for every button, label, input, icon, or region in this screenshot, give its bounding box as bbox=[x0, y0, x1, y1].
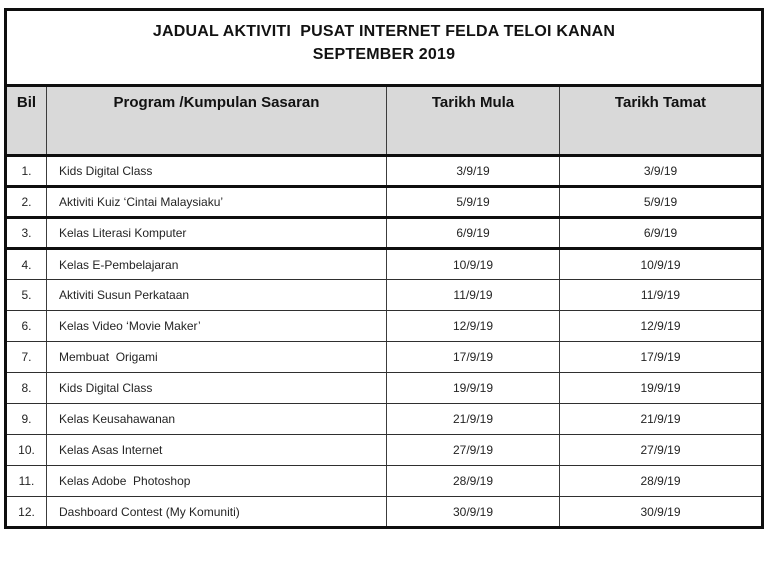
cell-tarikh-tamat: 19/9/19 bbox=[560, 373, 763, 404]
cell-bil: 2. bbox=[6, 187, 47, 218]
table-title bbox=[6, 10, 763, 86]
cell-program: Kids Digital Class bbox=[47, 156, 387, 187]
cell-tarikh-mula: 12/9/19 bbox=[387, 311, 560, 342]
cell-bil: 5. bbox=[6, 280, 47, 311]
column-header-tarikh-tamat: Tarikh Tamat bbox=[560, 86, 763, 156]
cell-program: Membuat Origami bbox=[47, 342, 387, 373]
cell-tarikh-tamat: 28/9/19 bbox=[560, 466, 763, 497]
cell-bil: 10. bbox=[6, 435, 47, 466]
table-row bbox=[6, 404, 763, 435]
cell-tarikh-mula: 28/9/19 bbox=[387, 466, 560, 497]
cell-tarikh-tamat: 17/9/19 bbox=[560, 342, 763, 373]
cell-program: Aktiviti Kuiz ‘Cintai Malaysiaku’ bbox=[47, 187, 387, 218]
cell-tarikh-tamat: 12/9/19 bbox=[560, 311, 763, 342]
cell-program: Kelas E-Pembelajaran bbox=[47, 249, 387, 280]
table-row bbox=[6, 466, 763, 497]
cell-tarikh-tamat: 21/9/19 bbox=[560, 404, 763, 435]
cell-program: Kelas Adobe Photoshop bbox=[47, 466, 387, 497]
cell-tarikh-tamat: 6/9/19 bbox=[560, 218, 763, 249]
table-row bbox=[6, 435, 763, 466]
table-row bbox=[6, 156, 763, 187]
cell-bil: 6. bbox=[6, 311, 47, 342]
table-title-row bbox=[6, 10, 763, 86]
activity-schedule-table bbox=[4, 8, 764, 529]
cell-tarikh-mula: 27/9/19 bbox=[387, 435, 560, 466]
table-body bbox=[6, 156, 763, 528]
table-row bbox=[6, 497, 763, 528]
cell-tarikh-mula: 5/9/19 bbox=[387, 187, 560, 218]
cell-bil: 1. bbox=[6, 156, 47, 187]
cell-tarikh-mula: 6/9/19 bbox=[387, 218, 560, 249]
table-row bbox=[6, 342, 763, 373]
cell-tarikh-tamat: 3/9/19 bbox=[560, 156, 763, 187]
table-title-line2: SEPTEMBER 2019 bbox=[312, 46, 456, 63]
table-row bbox=[6, 218, 763, 249]
cell-program: Kids Digital Class bbox=[47, 373, 387, 404]
cell-tarikh-tamat: 10/9/19 bbox=[560, 249, 763, 280]
cell-bil: 12. bbox=[18, 504, 35, 519]
cell-program: Dashboard Contest (My Komuniti) bbox=[47, 497, 387, 528]
cell-tarikh-mula: 30/9/19 bbox=[387, 497, 560, 528]
cell-program: Kelas Video ‘Movie Maker’ bbox=[47, 311, 387, 342]
cell-tarikh-tamat: 11/9/19 bbox=[560, 280, 763, 311]
cell-tarikh-tamat: 30/9/19 bbox=[560, 497, 763, 528]
cell-tarikh-mula: 3/9/19 bbox=[387, 156, 560, 187]
table-title-line1: JADUAL AKTIVITI PUSAT INTERNET FELDA TELOI KANAN bbox=[152, 23, 616, 40]
table-row bbox=[6, 311, 763, 342]
cell-tarikh-mula: 11/9/19 bbox=[387, 280, 560, 311]
table-row bbox=[6, 187, 763, 218]
cell-program: Aktiviti Susun Perkataan bbox=[47, 280, 387, 311]
table-header-row bbox=[6, 86, 763, 156]
cell-tarikh-mula: 19/9/19 bbox=[387, 373, 560, 404]
cell-program: Kelas Literasi Komputer bbox=[47, 218, 387, 249]
cell-tarikh-mula: 17/9/19 bbox=[387, 342, 560, 373]
column-header-tarikh-mula: Tarikh Mula bbox=[387, 86, 560, 156]
column-header-program: Program /Kumpulan Sasaran bbox=[47, 86, 387, 156]
table-row bbox=[6, 373, 763, 404]
cell-tarikh-mula: 10/9/19 bbox=[387, 249, 560, 280]
cell-program: Kelas Asas Internet bbox=[47, 435, 387, 466]
cell-bil: 3. bbox=[6, 218, 47, 249]
cell-tarikh-tamat: 5/9/19 bbox=[560, 187, 763, 218]
cell-bil: 8. bbox=[6, 373, 47, 404]
cell-tarikh-mula: 21/9/19 bbox=[387, 404, 560, 435]
cell-bil: 7. bbox=[6, 342, 47, 373]
table-row bbox=[6, 280, 763, 311]
cell-bil: 11. bbox=[6, 466, 47, 497]
cell-tarikh-tamat: 27/9/19 bbox=[560, 435, 763, 466]
column-header-bil: Bil bbox=[6, 86, 47, 156]
cell-bil: 4. bbox=[6, 249, 47, 280]
cell-program: Kelas Keusahawanan bbox=[47, 404, 387, 435]
table-row bbox=[6, 249, 763, 280]
cell-bil: 9. bbox=[6, 404, 47, 435]
